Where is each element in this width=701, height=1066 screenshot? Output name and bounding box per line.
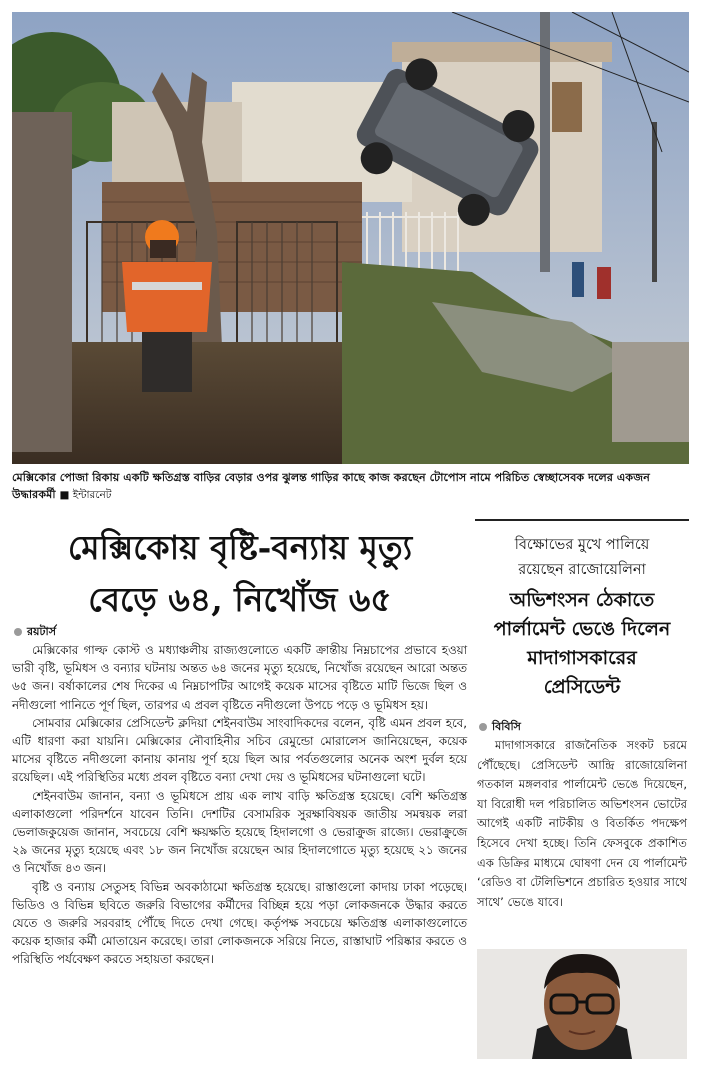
side-article-body [477,736,687,912]
side-kicker [477,533,687,583]
side-column-divider [475,519,689,521]
main-article-body [12,641,467,969]
main-byline [14,623,56,642]
side-headline [477,586,687,702]
side-paragraph: মাদাগাসকারে রাজনৈতিক সংকট চরমে পৌঁছেছে। প্রেসিডেন্ট আন্দ্রি রাজোয়েলিনা গতকাল মঙ্গলবার পার্লামেন্ট ভেঙে দিয়েছেন, যা বিরোধী দল পরিচালিত অভিশংসন ভোটের আগেই একটি নাটকীয় ও বিতর্কিত পদক্ষেপ হিসেবে দেখা হচ্ছে। তিনি ফেসবুকে প্রকাশিত এক ডিক্রির মাধ্যমে ঘোষণা দেন যে পার্লামেন্ট ‘রেডিও বা টেলিভিশনে প্রচারিত হওয়ার সাথে সাথে’ ভেঙে যাবে। [477,738,687,909]
side-headline-line-1: অভিশংসন ঠেকাতে [509,589,655,611]
side-headline-line-2: পার্লামেন্ট ভেঙে দিলেন [493,618,671,640]
caption-credit: ■ ইন্টারনেট [59,489,112,501]
main-headline-line-1: মেক্সিকোয় বৃষ্টি-বন্যায় মৃত্যু [67,528,413,567]
bullet-icon [479,723,487,731]
side-byline [479,718,521,737]
photo-caption [12,469,689,504]
main-headline-line-2: বেড়ে ৬৪, নিখোঁজ ৬৫ [88,580,392,619]
side-kicker-line-1: বিক্ষোভের মুখে পালিয়ে [514,537,650,553]
main-paragraph-3: শেইনবাউম জানান, বন্যা ও ভূমিধসে প্রায় এক লাখ বাড়ি ক্ষতিগ্রস্ত হয়েছে। বেশি ক্ষতিগ্রস্ত এলাকাগুলো পরিদর্শনে যাবেন তিনি। দেশটির বেসামরিক সুরক্ষাবিষয়ক জাতীয় সমন্বয়ক লরা ভেলাজকুয়েজ জানান, সবচেয়ে বেশি ক্ষয়ক্ষতি হয়েছে হিদালগো ও ভেরাক্রুজ রাজ্যে। ভেরাক্রুজে ২৯ জনের মৃত্যু হয়েছে এবং ১৮ জন নিখোঁজ রয়েছেন আর হিদালগোতে মৃত্যু হয়েছে ২১ জনের ও নিখোঁজ ৪৩ জন। [12,788,467,876]
president-portrait-photo [477,949,687,1059]
main-byline-text: রয়টার্স [27,625,56,638]
side-headline-line-4: প্রেসিডেন্ট [543,676,621,698]
main-paragraph-4: বৃষ্টি ও বন্যায় সেতুসহ বিভিন্ন অবকাঠামো ক্ষতিগ্রস্ত হয়েছে। রাস্তাগুলো কাদায় ঢাকা পড়েছে। ভিডিও ও বিভিন্ন ছবিতে জরুরি বিভাগের কর্মীদের বিচ্ছিন্ন হয়ে পড়া লোকজনকে উদ্ধার করতে যেতে ও জরুরি সরবরাহ পৌঁছে দিতে দেখা গেছে। কর্তৃপক্ষ সবচেয়ে ক্ষতিগ্রস্ত এলাকাগুলোতে কয়েক হাজার কর্মী মোতায়েন করেছে। তারা লোকজনকে সরিয়ে নিতে, রাস্তাঘাট পরিষ্কার করতে ও পরিস্থিতি পর্যবেক্ষণ করতে সহায়তা করছেন। [12,879,467,967]
main-headline [16,522,464,626]
main-paragraph-2: সোমবার মেক্সিকোর প্রেসিডেন্ট ক্লদিয়া শেইনবাউম সাংবাদিকদের বলেন, বৃষ্টি এমন প্রবল হবে, এটি ধারণা করা যায়নি। মেক্সিকোর নৌবাহিনীর সচিব রেমুন্ডো মোরালেস জানিয়েছেন, কয়েক মাসের বৃষ্টিতে নদীগুলো কানায় কানায় পূর্ণ হয়ে ছিল আর পর্বতগুলোর অনেক অংশ দুর্বল হয়ে রয়েছিল। এই পরিস্থিতির মধ্যে প্রবল বৃষ্টিতে বন্যা দেখা দেয় ও ভূমিধসের ঘটনাগুলো ঘটে। [12,715,467,785]
bullet-icon [14,628,22,636]
side-kicker-line-2: রয়েছেন রাজোয়েলিনা [518,562,646,578]
main-paragraph-1: মেক্সিকোর গাল্ফ কোস্ট ও মধ্যাঞ্চলীয় রাজ্যগুলোতে একটি ক্রান্তীয় নিম্নচাপের প্রভাবে হওয়া ভারী বৃষ্টি, ভূমিধস ও বন্যার ঘটনায় অন্তত ৬৪ জনের মৃত্যু হয়েছে, নিখোঁজ রয়েছেন আরো অন্তত ৬৫ জন। বর্ষাকালের শেষ দিকের এ নিম্নচাপটির আগেই কয়েক মাসের বৃষ্টিতে মাটি ভিজে ছিল ও নদীগুলো পানিতে পূর্ণ ছিল, তারপর এ প্রবল বৃষ্টিতে নদীগুলো উপচে পড়ে ও ভূমিধস হয়। [12,643,467,712]
flood-damage-photo [12,12,689,464]
side-byline-text: বিবিসি [492,720,521,733]
caption-text: মেক্সিকোর পোজা রিকায় একটি ক্ষতিগ্রস্ত বাড়ির বেড়ার ওপর ঝুলন্ত গাড়ির কাছে কাজ করছেন টোপোস নামে পরিচিত স্বেচ্ছাসেবক দলের একজন উদ্ধারকর্মী [12,471,650,501]
side-headline-line-3: মাদাগাসকারের [527,647,637,669]
